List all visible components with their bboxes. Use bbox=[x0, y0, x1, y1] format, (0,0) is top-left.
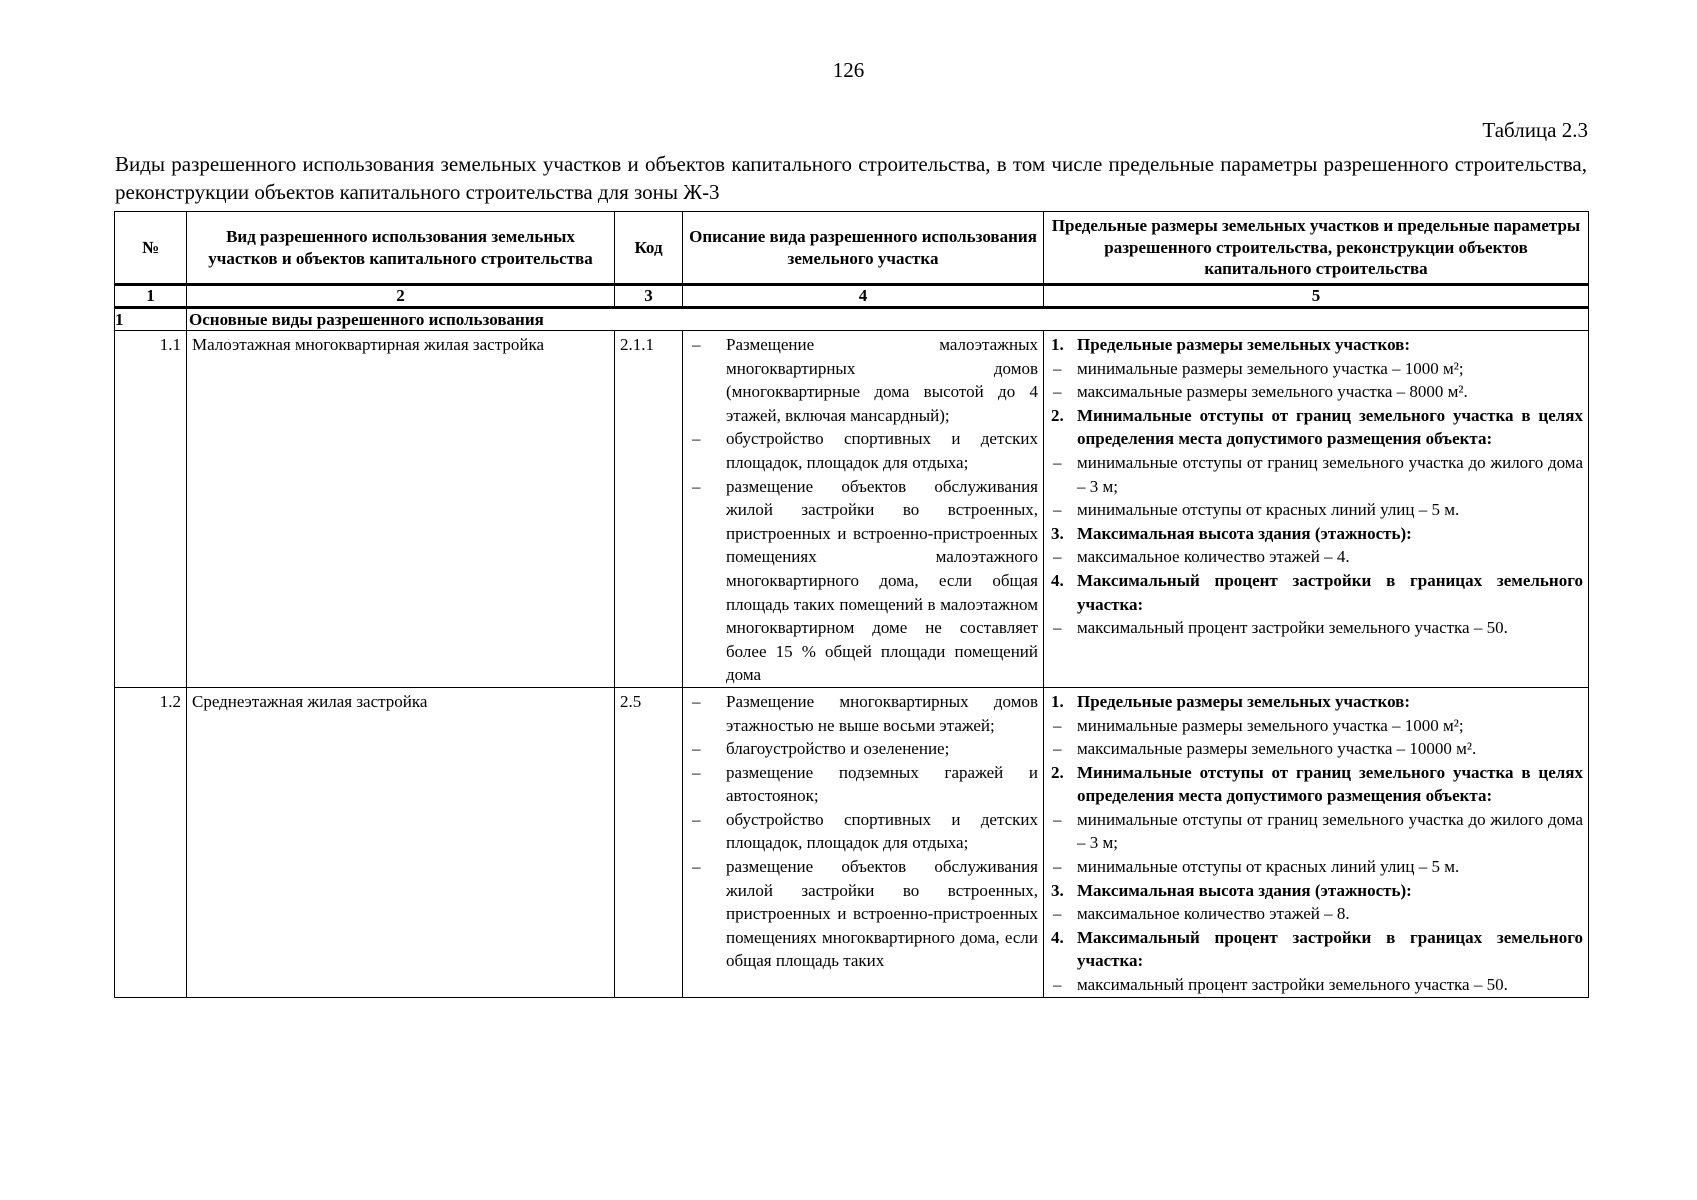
parameter-group bbox=[1049, 761, 1583, 879]
parameter-group bbox=[1049, 879, 1583, 926]
parameter-item: – максимальные размеры земельного участка – 8000 м². bbox=[1049, 380, 1583, 404]
description-item: – обустройство спортивных и детских площадок, площадок для отдыха; bbox=[688, 427, 1038, 474]
parameter-index: 3. bbox=[1051, 523, 1064, 543]
section-row bbox=[115, 308, 1589, 331]
parameter-heading bbox=[1049, 569, 1583, 616]
parameter-heading-text: Максимальная высота здания (этажность): bbox=[1077, 880, 1412, 900]
column-number: 3 bbox=[615, 285, 683, 308]
table-row bbox=[115, 331, 1589, 688]
parameter-index: 3. bbox=[1051, 880, 1064, 900]
description-list bbox=[688, 690, 1038, 973]
parameter-item: – минимальные размеры земельного участка – 1000 м²; bbox=[1049, 357, 1583, 381]
parameter-group bbox=[1049, 333, 1583, 404]
parameter-heading-text: Минимальные отступы от границ земельного участка в целях определения места допустимого размещения объекта: bbox=[1077, 762, 1583, 806]
parameter-index: 1. bbox=[1051, 335, 1064, 354]
header-description: Описание вида разрешенного использования земельного участка bbox=[683, 212, 1044, 285]
header-parameters: Предельные размеры земельных участков и предельные параметры разрешенного строительства, реконструкции объектов капитального строительства bbox=[1044, 212, 1589, 285]
description-item: – размещение объектов обслуживания жилой застройки во встроенных, пристроенных и встроенно-пристроенных помещениях многоквартирного дома, если общая площадь таких bbox=[688, 855, 1038, 973]
parameter-index: 1. bbox=[1051, 691, 1064, 711]
parameters-cell bbox=[1044, 331, 1589, 688]
parameter-group bbox=[1049, 926, 1583, 997]
description-item: – обустройство спортивных и детских площадок, площадок для отдыха; bbox=[688, 808, 1038, 855]
table-row bbox=[115, 687, 1589, 997]
parameter-item: – минимальные отступы от красных линий улиц – 5 м. bbox=[1049, 498, 1583, 522]
column-number: 4 bbox=[683, 285, 1044, 308]
parameter-item: – максимальный процент застройки земельного участка – 50. bbox=[1049, 973, 1583, 997]
row-number: 1.1 bbox=[115, 331, 187, 688]
land-use-table bbox=[114, 211, 1589, 998]
use-type-name: Среднеэтажная жилая застройка bbox=[187, 687, 615, 997]
parameter-heading bbox=[1049, 404, 1583, 451]
section-blank bbox=[683, 308, 1589, 331]
description-list bbox=[688, 333, 1038, 687]
section-title: Основные виды разрешенного использования bbox=[187, 308, 683, 331]
use-code: 2.5 bbox=[615, 687, 683, 997]
parameter-heading-text: Предельные размеры земельных участков: bbox=[1077, 691, 1411, 711]
header-code: Код bbox=[615, 212, 683, 285]
parameter-group bbox=[1049, 569, 1583, 640]
parameter-item: – максимальные размеры земельного участка – 10000 м². bbox=[1049, 737, 1583, 761]
column-number: 5 bbox=[1044, 285, 1589, 308]
description-item: – размещение объектов обслуживания жилой застройки во встроенных, пристроенных и встроенно-пристроенных помещениях малоэтажного многоквартирного дома, если общая площадь таких помещений в малоэтажном многоквартирном доме не составляет более 15 % общей площади помещений дома bbox=[688, 475, 1038, 687]
parameter-item: – максимальное количество этажей – 8. bbox=[1049, 902, 1583, 926]
description-item: – Размещение многоквартирных домов этажностью не выше восьми этажей; bbox=[688, 690, 1038, 737]
parameter-heading bbox=[1049, 926, 1583, 973]
page-number: 126 bbox=[832, 58, 865, 82]
parameters-cell bbox=[1044, 687, 1589, 997]
parameter-heading bbox=[1049, 333, 1583, 357]
section-number: 1 bbox=[115, 308, 187, 331]
parameter-heading-text: Максимальная высота здания (этажность): bbox=[1077, 523, 1412, 543]
column-number: 1 bbox=[115, 285, 187, 308]
parameter-item: – минимальные размеры земельного участка – 1000 м²; bbox=[1049, 714, 1583, 738]
row-number: 1.2 bbox=[115, 687, 187, 997]
parameter-index: 4. bbox=[1051, 570, 1064, 590]
parameter-heading bbox=[1049, 690, 1583, 714]
header-use-type: Вид разрешенного использования земельных участков и объектов капитального строительства bbox=[187, 212, 615, 285]
parameter-heading bbox=[1049, 879, 1583, 903]
description-item: – Размещение малоэтажных многоквартирных домов (многоквартирные дома высотой до 4 этажей, включая мансардный); bbox=[688, 333, 1038, 427]
column-numbers-row bbox=[115, 285, 1589, 308]
parameter-heading bbox=[1049, 761, 1583, 808]
parameter-heading bbox=[1049, 522, 1583, 546]
column-number: 2 bbox=[187, 285, 615, 308]
description-item: – размещение подземных гаражей и автостоянок; bbox=[688, 761, 1038, 808]
parameter-index: 2. bbox=[1051, 762, 1064, 782]
use-description bbox=[683, 687, 1044, 997]
parameter-item: – максимальный процент застройки земельного участка – 50. bbox=[1049, 616, 1583, 640]
parameter-heading-text: Максимальный процент застройки в границах земельного участка: bbox=[1077, 927, 1583, 971]
parameter-heading-text: Минимальные отступы от границ земельного участка в целях определения места допустимого размещения объекта: bbox=[1077, 405, 1583, 449]
parameter-item: – минимальные отступы от границ земельного участка до жилого дома – 3 м; bbox=[1049, 808, 1583, 855]
use-type-name: Малоэтажная многоквартирная жилая застройка bbox=[187, 331, 615, 688]
parameter-index: 4. bbox=[1051, 927, 1064, 947]
parameter-group bbox=[1049, 690, 1583, 761]
use-code: 2.1.1 bbox=[615, 331, 683, 688]
table-label: Таблица 2.3 bbox=[1482, 118, 1588, 142]
parameter-group bbox=[1049, 404, 1583, 522]
parameter-group bbox=[1049, 522, 1583, 569]
use-description bbox=[683, 331, 1044, 688]
parameter-item: – минимальные отступы от красных линий улиц – 5 м. bbox=[1049, 855, 1583, 879]
parameter-item: – максимальное количество этажей – 4. bbox=[1049, 545, 1583, 569]
header-number: № bbox=[115, 212, 187, 285]
parameter-heading-text: Предельные размеры земельных участков: bbox=[1077, 335, 1411, 354]
parameter-index: 2. bbox=[1051, 405, 1064, 425]
parameter-heading-text: Максимальный процент застройки в границах земельного участка: bbox=[1077, 570, 1583, 614]
table-header-row bbox=[115, 212, 1589, 285]
parameter-item: – минимальные отступы от границ земельного участка до жилого дома – 3 м; bbox=[1049, 451, 1583, 498]
table-caption: Виды разрешенного использования земельных участков и объектов капитального строительства, в том числе предельные параметры разрешенного строительства, реконструкции объектов капитального строительства для зоны Ж-3 bbox=[115, 152, 1587, 204]
description-item: – благоустройство и озеленение; bbox=[688, 737, 1038, 761]
